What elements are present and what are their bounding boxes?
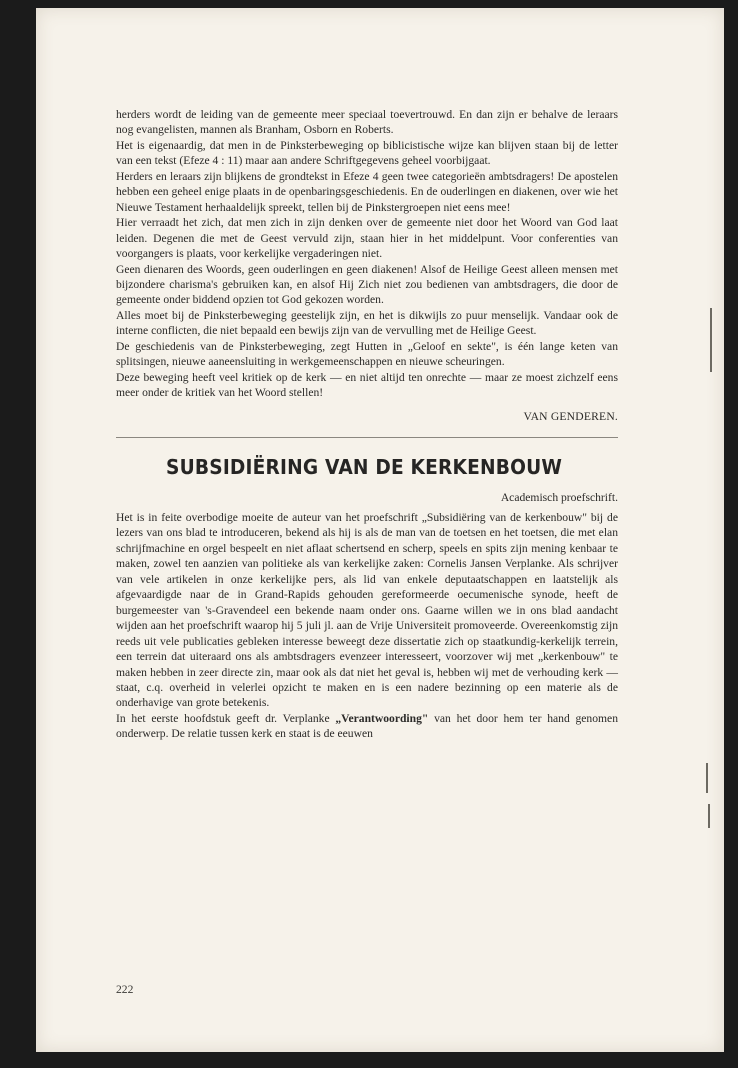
paragraph: Geen dienaren des Woords, geen ouderlingen en geen diakenen! Alsof de Heilige Geest alleen mensen met bijzondere charisma's gebruiken kan, en alsof Hij Zich niet zou bedienen van ambtsdragers, die door de gemeente onder biddend opzien tot God gekozen worden.	[116, 262, 618, 307]
author-signature: VAN GENDEREN.	[523, 409, 618, 423]
margin-mark	[710, 308, 712, 372]
paragraph: Het is eigenaardig, dat men in de Pinksterbeweging op biblicistische wijze kan blijven staan bij de letter van een tekst (Efeze 4 : 11) maar aan andere Schriftgegevens geheel voorbijgaat.	[116, 138, 618, 168]
page-content	[116, 107, 618, 742]
page-number: 222	[116, 983, 134, 996]
scanned-page	[36, 8, 724, 1052]
bold-term: „Verantwoording"	[335, 711, 429, 725]
paragraph-text: In het eerste hoofdstuk geeft dr. Verplanke	[116, 711, 336, 725]
paragraph: herders wordt de leiding van de gemeente meer speciaal toevertrouwd. En dan zijn er behalve de leraars nog evangelisten, mannen als Branham, Osborn en Roberts.	[116, 108, 618, 137]
paragraph: Het is in feite overbodige moeite de auteur van het proefschrift „Subsidiëring van de kerkenbouw" bij de lezers van ons blad te introduceren, bekend als hij is als de man van de toetsen en het toetsen, die met elan schrijfmachine en orgel bespeelt en niet aflaat schertsend en scherp, speels en spits zijn mening kenbaar te maken, zowel ten aanzien van politieke als van kerkelijke zaken: Cornelis Jansen Verplanke. Als schrijver van vele artikelen in onze kerkelijke pers, als lid van enkele deputaatschappen en laatstelijk als afgevaardigde naar de in Grand-Rapids gehouden gereformeerde oecumenische synode, heeft de burgemeester van 's-Gravendeel een bekende naam onder ons. Gaarne willen we in ons blad aandacht wijden aan het proefschrift waarop hij 5 juli jl. aan de Vrije Universiteit promoveerde. Overeenkomstig zijn reeds uit vele publicaties gebleken interesse beweegt deze dissertatie zich op staatkundig-kerkelijk terrein, een terrein dat uiteraard ons als ambtsdragers evenzeer interesseert, voorzover wij met „kerkenbouw" te maken hebben in zeer directe zin, maar ook als dat niet het geval is, hebben wij met de verhouding kerk — staat, c.q. overheid in velerlei opzicht te maken en is een nadere bezinning op een materie als de onderhavige van grote betekenis.	[116, 510, 618, 710]
paragraph: Deze beweging heeft veel kritiek op de kerk — en niet altijd ten onrechte — maar ze moest zichzelf eens meer onder de kritiek van het Woord stellen!	[116, 370, 618, 400]
article-title: SUBSIDIËRING VAN DE KERKENBOUW	[166, 455, 563, 480]
margin-mark	[706, 763, 708, 793]
paragraph-text: van het door hem ter hand genomen onderwerp. De relatie tussen kerk en staat is de eeuwen	[116, 711, 618, 741]
section-divider	[116, 437, 618, 438]
paragraph: Herders en leraars zijn blijkens de grondtekst in Efeze 4 geen twee categorieën ambtsdragers! De apostelen hebben een geheel enige plaats in de openbaringsgeschiedenis. En de ouderlingen en diakenen, over wie het Nieuwe Testament herhaaldelijk spreekt, tellen bij de Pinkstergroepen niet eens mee!	[116, 169, 618, 214]
article-subtitle: Academisch proefschrift.	[500, 490, 618, 504]
paragraph: De geschiedenis van de Pinksterbeweging, zegt Hutten in „Geloof en sekte", is één lange keten van splitsingen, nieuwe aaneensluiting in werkgemeenschappen en nieuwe scheuringen.	[116, 339, 618, 369]
paragraph: Alles moet bij de Pinksterbeweging geestelijk zijn, en het is dikwijls zo puur menselijk. Vandaar ook de interne conflicten, die niet bepaald een bewijs zijn van de vervulling met de Heilige Geest.	[116, 308, 618, 338]
paragraph	[116, 711, 618, 742]
margin-mark	[708, 804, 710, 828]
paragraph: Hier verraadt het zich, dat men zich in zijn denken over de gemeente niet door het Woord van God laat leiden. Degenen die met de Geest vervuld zijn, staan hier in het middelpunt. Voor conferenties van voorgangers is plaats, voor kerkelijke vergaderingen niet.	[116, 216, 618, 261]
